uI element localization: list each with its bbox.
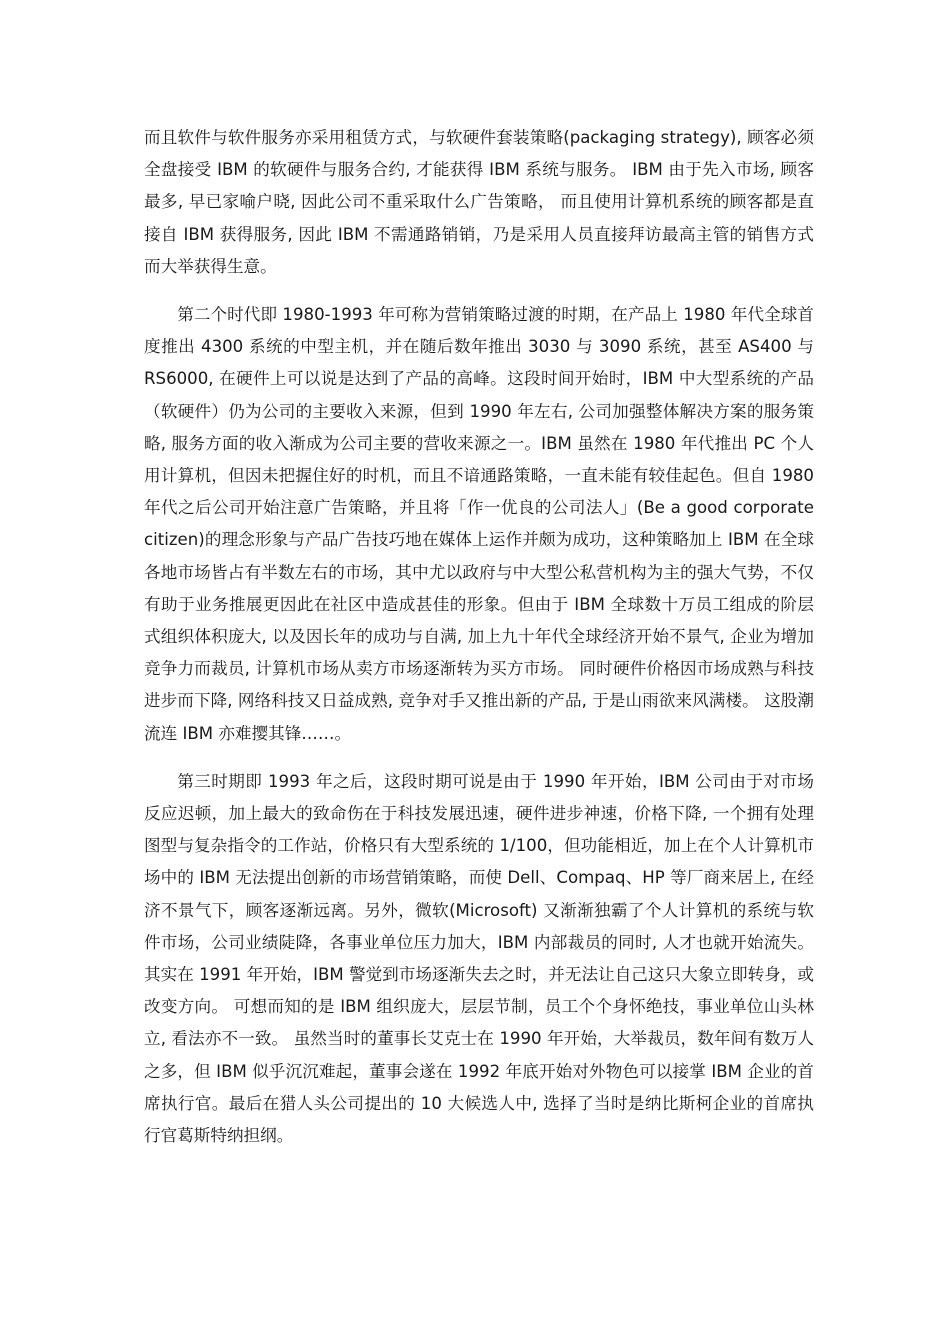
paragraph-ibm-first-era: 而且软件与软件服务亦采用租赁方式，与软硬件套装策略(packaging strategy), 顾客必须全盘接受 IBM 的软硬件与服务合约, 才能获得 IBM 系统与服务。 IBM 由于先入市场, 顾客最多, 早已家喻户晓, 因此公司不重采取什么广告策略， 而且使用计算机系统的顾客都是直接自 IBM 获得服务, 因此 IBM 不需通路销销，乃是采用人员直接拜访最高主管的销售方式而大举获得生意。	[144, 128, 814, 276]
paragraph-ibm-second-era: 第二个时代即 1980-1993 年可称为营销策略过渡的时期，在产品上 1980 年代全球首度推出 4300 系统的中型主机，并在随后数年推出 3030 与 3090 系统，甚至 AS400 与 RS6000, 在硬件上可以说是达到了产品的高峰。这段时间开始时，IBM 中大型系统的产品（软硬件）仍为公司的主要收入来源，但到 1990 年左右, 公司加强整体解决方案的服务策略, 服务方面的收入渐成为公司主要的营收来源之一。IBM 虽然在 1980 年代推出 PC 个人用计算机，但因未把握住好的时机，而且不谙通路策略，一直未能有较佳起色。但自 1980 年代之后公司开始注意广告策略，并且将「作一优良的公司法人」(Be a good corporate citizen)的理念形象与产品广告技巧地在媒体上运作并颇为成功，这种策略加上 IBM 在全球各地市场皆占有半数左右的市场，其中尤以政府与中大型公私营机构为主的强大气势，不仅有助于业务推展更因此在社区中造成甚佳的形象。但由于 IBM 全球数十万员工组成的阶层式组织体积庞大, 以及因长年的成功与自满, 加上九十年代全球经济开始不景气, 企业为增加竞争力而裁员, 计算机市场从卖方市场逐渐转为买方市场。 同时硬件价格因市场成熟与科技进步而下降, 网络科技又日益成熟, 竞争对手又推出新的产品, 于是山雨欲来风满楼。 这股潮流连 IBM 亦难撄其锋……。	[144, 305, 814, 743]
document-page	[144, 122, 814, 1152]
paragraph-ibm-third-era: 第三时期即 1993 年之后，这段时期可说是由于 1990 年开始，IBM 公司由于对市场反应迟顿，加上最大的致命伤在于科技发展迅速，硬件进步神速，价格下降, 一个拥有处理图型与复杂指令的工作站，价格只有大型系统的 1/100，但功能相近，加上在个人计算机市场中的 IBM 无法提出创新的市场营销策略，而使 Dell、Compaq、HP 等厂商来居上, 在经济不景气下，顾客逐渐远离。另外，微软(Microsoft) 又渐渐独霸了个人计算机的系统与软件市场，公司业绩陡降，各事业单位压力加大，IBM 内部裁员的同时, 人才也就开始流失。其实在 1991 年开始，IBM 警觉到市场逐渐失去之时，并无法让自己这只大象立即转身，或改变方向。 可想而知的是 IBM 组织庞大，层层节制，员工个个身怀绝技，事业单位山头林立, 看法亦不一致。 虽然当时的董事长艾克士在 1990 年开始，大举裁员，数年间有数万人之多，但 IBM 似乎沉沉难起，董事会遂在 1992 年底开始对外物色可以接掌 IBM 企业的首席执行官。最后在猎人头公司提出的 10 大候选人中, 选择了当时是纳比斯柯企业的首席执行官葛斯特纳担纲。	[144, 771, 814, 1146]
